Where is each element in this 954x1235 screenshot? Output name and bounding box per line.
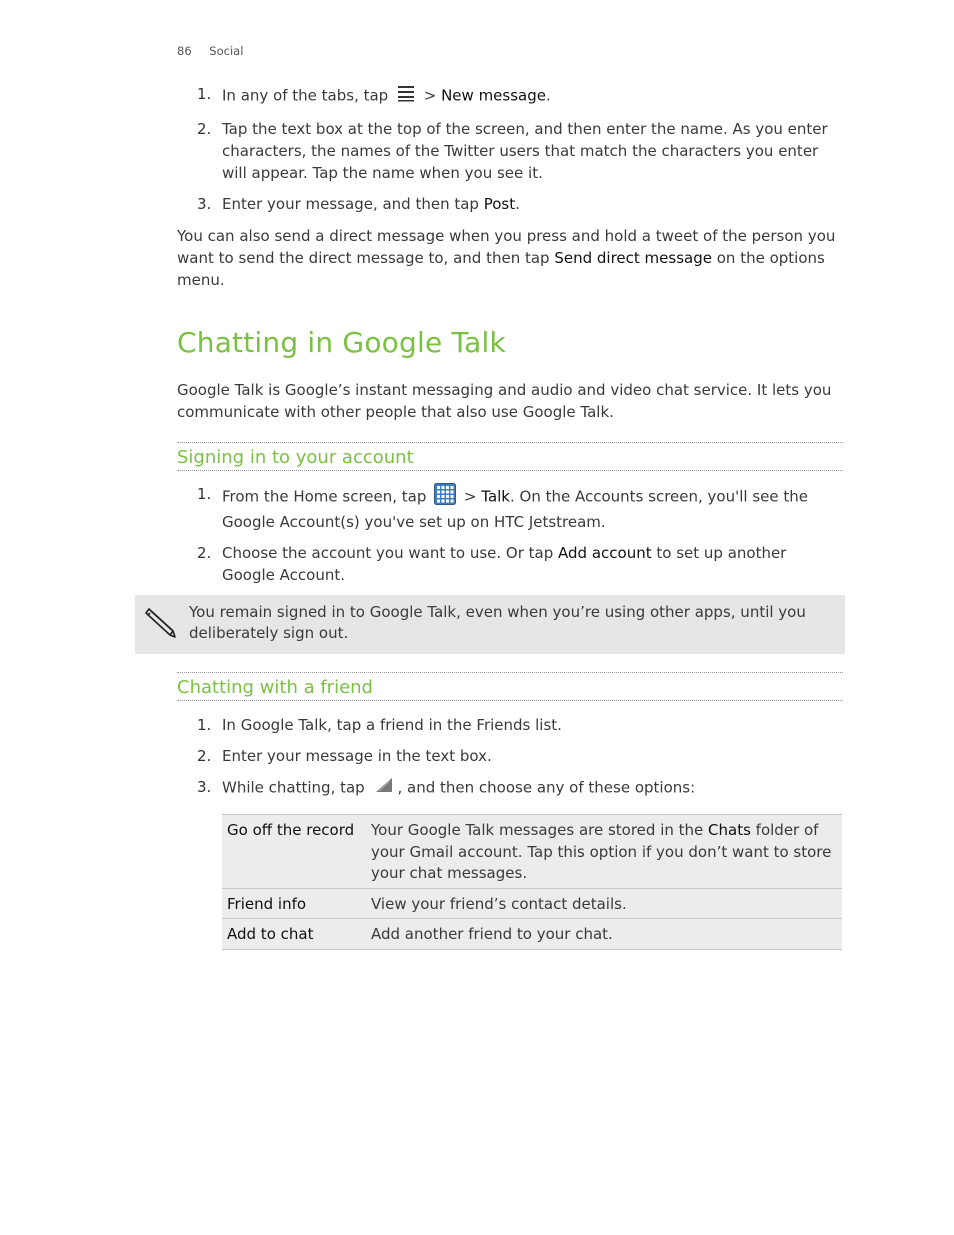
option-term: Add to chat	[222, 919, 366, 950]
all-apps-grid-icon	[434, 483, 456, 511]
option-description: Your Google Talk messages are stored in the Chats folder of your Gmail account. Tap this option if you don’t want to store your chat messages.	[366, 815, 842, 889]
pencil-icon	[143, 605, 177, 643]
list-item: 2. Choose the account you want to use. Or tap Add account to set up another Google Account.	[197, 544, 787, 584]
new-message-steps	[177, 83, 843, 224]
note-text: You remain signed in to Google Talk, even when you’re using other apps, until you deliberately sign out.	[189, 603, 806, 642]
table-row	[222, 815, 842, 889]
section-name: Social	[209, 44, 244, 58]
note-box	[135, 595, 845, 654]
page-number: 86	[177, 44, 192, 58]
list-item: 3. While chatting, tap , and then choose any of these options:	[177, 776, 843, 800]
table-row	[222, 888, 842, 919]
page-header	[177, 44, 243, 58]
list-item: 1. In any of the tabs, tap > New message.	[177, 83, 843, 109]
option-term: Friend info	[222, 888, 366, 919]
list-item: 2. Enter your message in the text box.	[197, 747, 492, 765]
direct-message-paragraph: You can also send a direct message when you press and hold a tweet of the person you want to send the direct message to, and then tap Send direct message on the options menu.	[177, 227, 836, 289]
option-term: Go off the record	[222, 815, 366, 889]
table-row	[222, 919, 842, 950]
list-item: 1. In Google Talk, tap a friend in the Friends list.	[197, 716, 562, 734]
gtalk-intro-paragraph: Google Talk is Google’s instant messaging and audio and video chat service. It lets you communicate with other people that also use Google Talk.	[177, 381, 832, 421]
signin-heading: Signing in to your account	[177, 442, 843, 471]
option-description: Add another friend to your chat.	[366, 919, 842, 950]
page-title: Chatting in Google Talk	[177, 326, 506, 359]
signin-steps	[177, 483, 843, 595]
chatting-steps	[177, 714, 843, 809]
list-item: 1. From the Home screen, tap > Talk. On the Accounts screen, you'll see the Google Account(s) you've set up on HTC Jetstream.	[197, 485, 808, 531]
list-item: 2. Tap the text box at the top of the screen, and then enter the name. As you enter characters, the names of the Twitter users that match the characters you enter will appear. Tap the name when you see it.	[197, 120, 828, 182]
options-table	[222, 814, 842, 950]
list-item: 3. Enter your message, and then tap Post.	[197, 195, 520, 213]
option-description: View your friend’s contact details.	[366, 888, 842, 919]
menu-corner-icon	[372, 776, 394, 800]
chatting-heading: Chatting with a friend	[177, 672, 843, 701]
menu-icon	[396, 83, 416, 109]
